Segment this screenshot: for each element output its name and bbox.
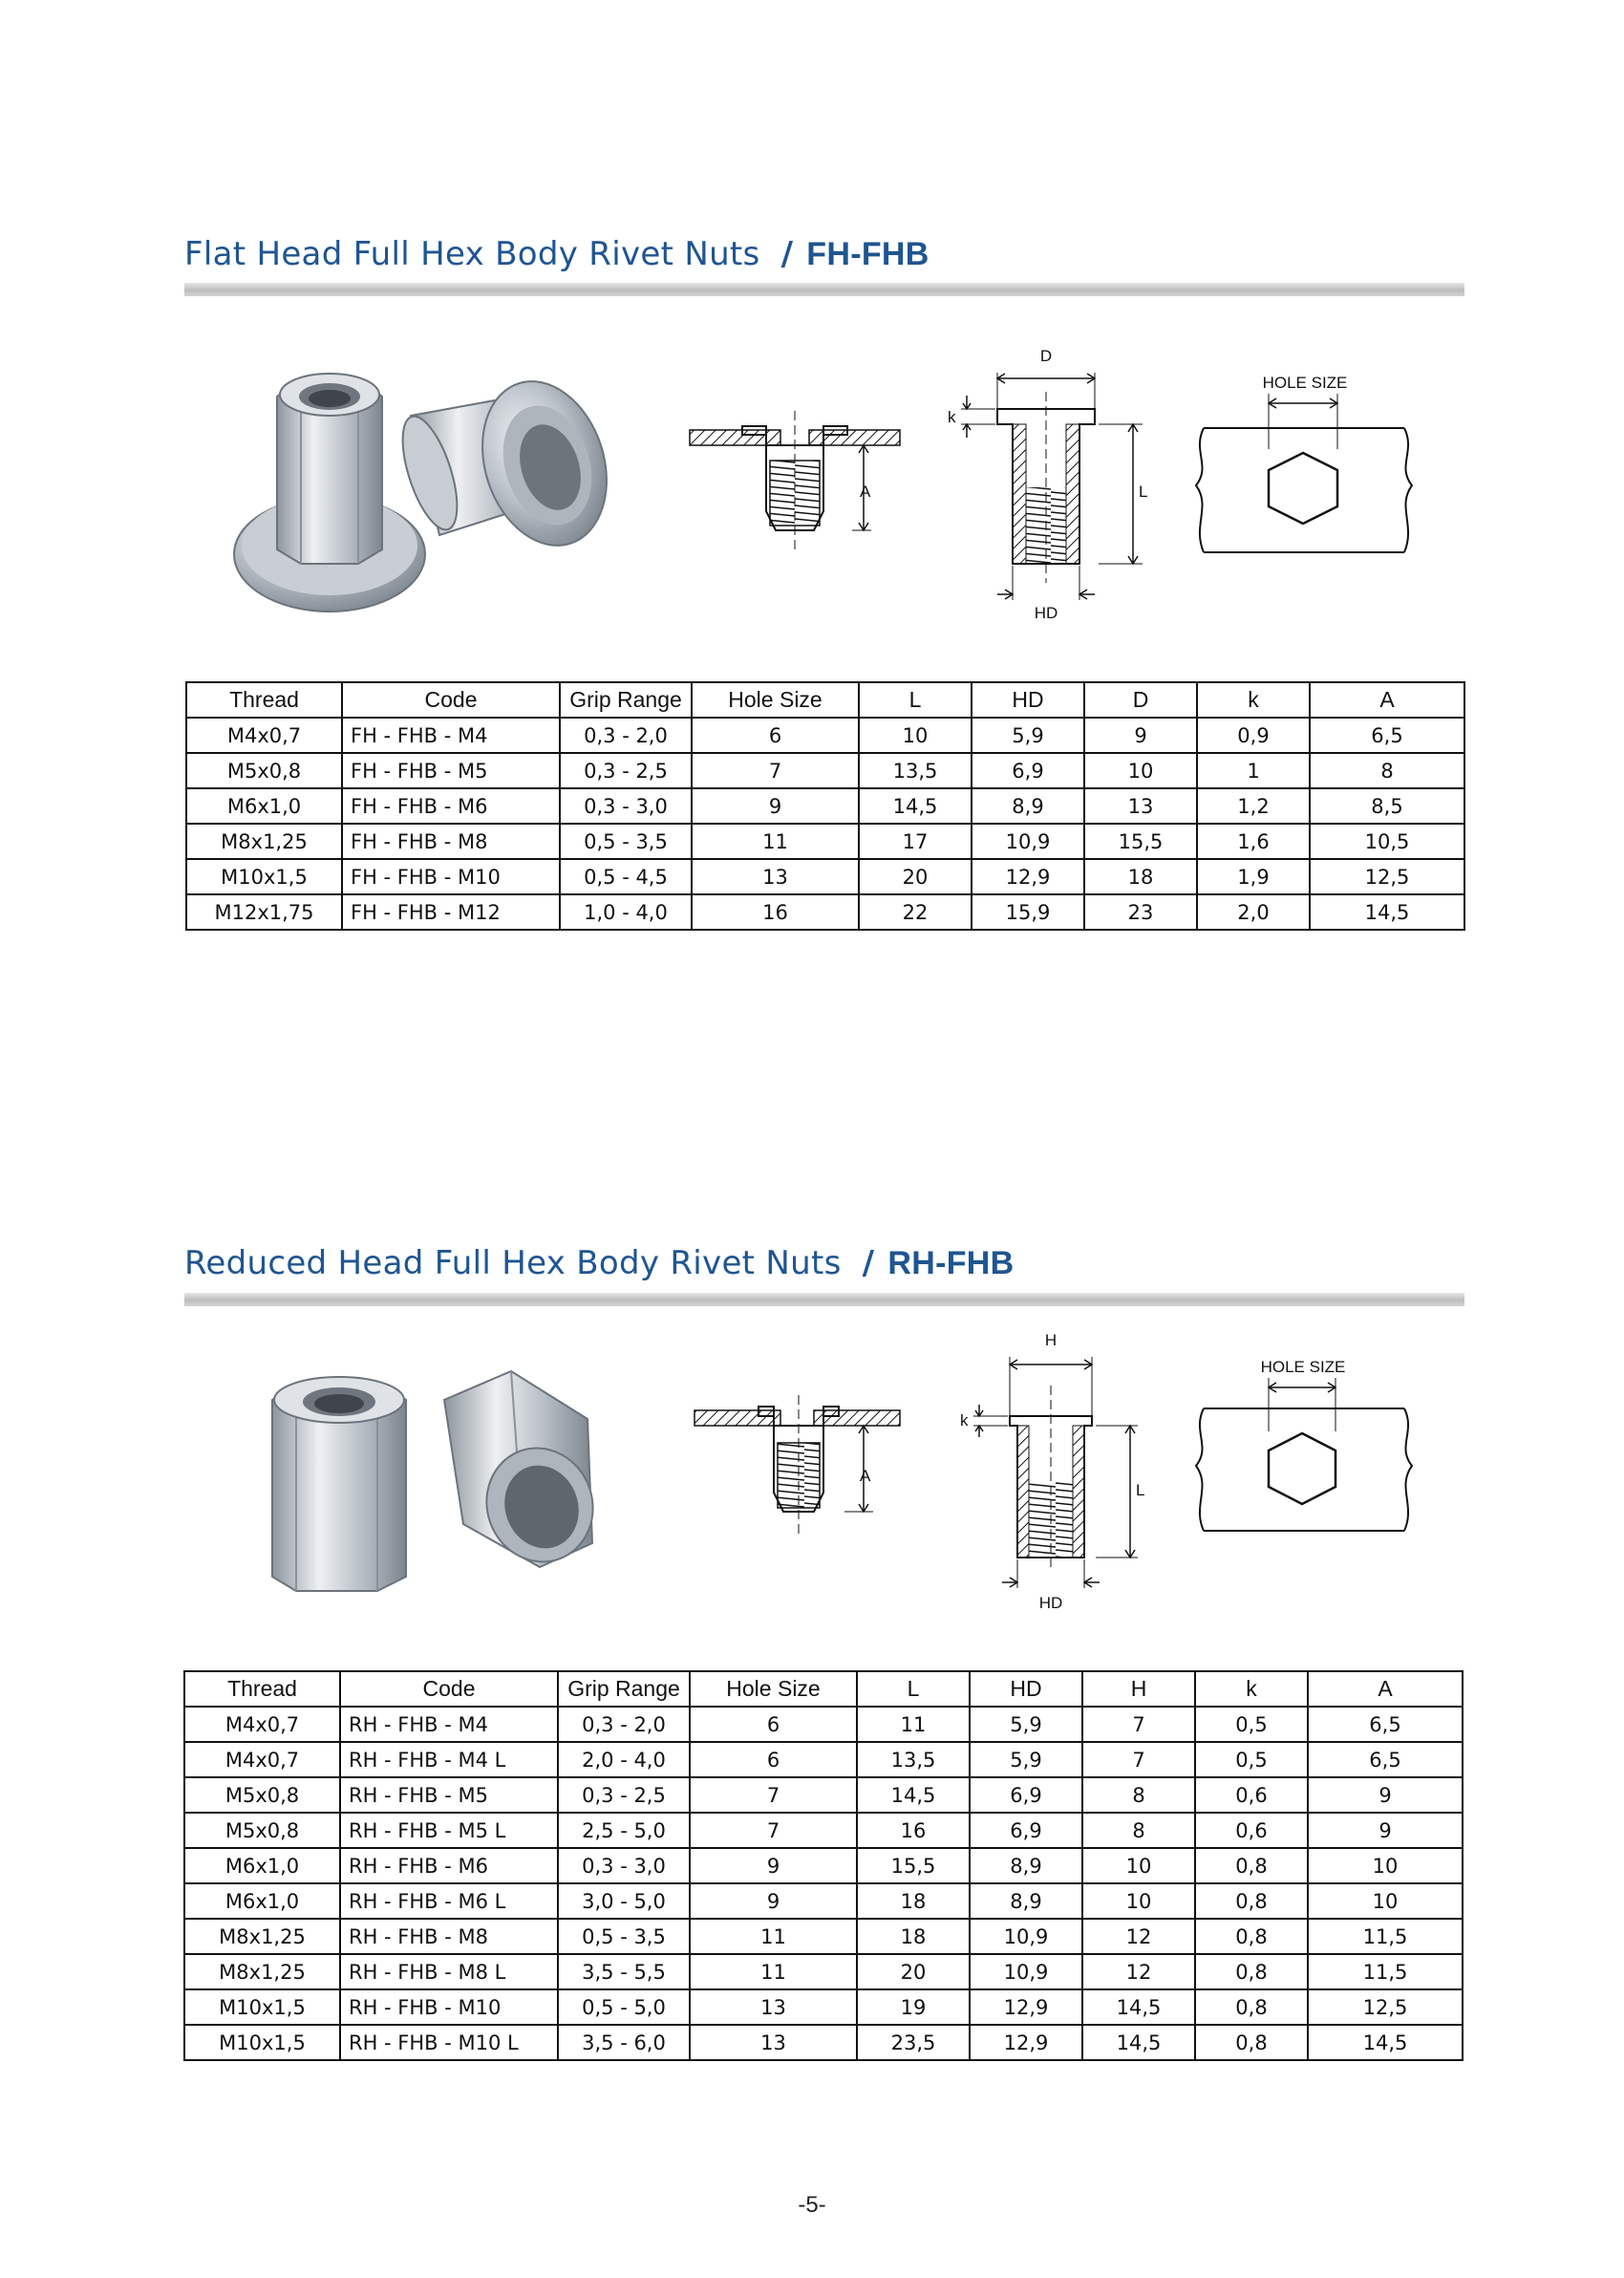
table-cell: 20 [859,859,972,894]
table-cell: 0,8 [1195,1848,1308,1883]
table-cell: 6,9 [970,1813,1082,1848]
hole-size-drawing-rh-fhb [1192,1357,1421,1548]
table-cell: 1,0 - 4,0 [560,894,692,930]
table-header-row [186,682,1464,718]
table-cell: 9 [690,1883,857,1919]
column-header: k [1195,1671,1308,1707]
table-cell: 15,5 [857,1848,970,1883]
table-cell: FH - FHB - M10 [342,859,560,894]
table-cell: 8 [1082,1813,1195,1848]
dimension-label-a: A [860,1467,871,1485]
table-cell: 14,5 [859,788,972,824]
table-cell: 10 [1308,1848,1463,1883]
table-cell: 3,0 - 5,0 [558,1883,690,1919]
table-cell: 23,5 [857,2025,970,2060]
table-cell: 7 [690,1813,857,1848]
dimension-label-l: L [1136,1481,1145,1499]
table-cell: 10 [859,718,972,753]
table-row [184,2025,1463,2060]
dimension-label-d: D [1039,347,1053,365]
table-cell: 0,3 - 2,0 [560,718,692,753]
table-cell: 6 [692,718,859,753]
table-cell: 14,5 [1310,894,1464,930]
table-cell: 8,9 [970,1883,1082,1919]
table-cell: 13,5 [857,1742,970,1777]
table-cell: RH - FHB - M5 L [340,1813,558,1848]
table-cell: 0,5 - 5,0 [558,1989,690,2025]
table-cell: 8,9 [972,788,1084,824]
table-cell: RH - FHB - M5 [340,1777,558,1813]
table-cell: 1,2 [1197,788,1310,824]
table-cell: 0,5 [1195,1742,1308,1777]
table-cell: M10x1,5 [184,2025,340,2060]
table-cell: 15,9 [972,894,1084,930]
column-header: D [1084,682,1197,718]
spec-table-rh-fhb [183,1670,1464,2061]
column-header: HD [970,1671,1082,1707]
hole-size-label: HOLE SIZE [1262,374,1348,392]
table-cell: 16 [692,894,859,930]
table-cell: 10,9 [970,1919,1082,1954]
product-photo-rh-fhb [253,1362,597,1596]
table-cell: 8,5 [1310,788,1464,824]
table-cell: 10 [1082,1848,1195,1883]
table-cell: 11,5 [1308,1954,1463,1989]
table-row [186,894,1464,930]
table-row [186,718,1464,753]
table-cell: M4x0,7 [184,1707,340,1742]
section-divider [184,1293,1464,1306]
table-cell: 12 [1082,1919,1195,1954]
column-header: L [857,1671,970,1707]
table-cell: M6x1,0 [184,1848,340,1883]
table-cell: 10 [1308,1883,1463,1919]
dimension-label-k: k [960,1411,969,1429]
table-cell: 5,9 [970,1707,1082,1742]
table-cell: 10,9 [972,824,1084,859]
column-header: L [859,682,972,718]
table-row [186,753,1464,788]
table-row [184,1919,1463,1954]
table-row [186,788,1464,824]
table-cell: 11 [690,1954,857,1989]
table-cell: 1,9 [1197,859,1310,894]
table-cell: 6,5 [1310,718,1464,753]
table-cell: 11 [857,1707,970,1742]
table-cell: 15,5 [1084,824,1197,859]
column-header: A [1310,682,1464,718]
dimension-label-h: H [1044,1331,1058,1349]
table-cell: 13 [692,859,859,894]
table-cell: 16 [857,1813,970,1848]
table-cell: FH - FHB - M12 [342,894,560,930]
table-cell: 11 [692,824,859,859]
table-cell: 6,9 [970,1777,1082,1813]
section-title-text: Reduced Head Full Hex Body Rivet Nuts [184,1244,842,1282]
table-cell: RH - FHB - M8 [340,1919,558,1954]
column-header: Code [340,1671,558,1707]
section-title-rh-fhb [184,1244,1014,1282]
table-cell: 14,5 [1082,1989,1195,2025]
table-cell: 11,5 [1308,1919,1463,1954]
table-cell: 13,5 [859,753,972,788]
table-cell: 5,9 [970,1742,1082,1777]
table-cell: RH - FHB - M4 [340,1707,558,1742]
table-cell: RH - FHB - M6 L [340,1883,558,1919]
table-cell: 0,5 [1195,1707,1308,1742]
table-row [184,1707,1463,1742]
dimension-label-a: A [860,483,871,501]
table-cell: 0,5 - 4,5 [560,859,692,894]
section-title-fh-fhb [184,235,930,273]
table-cell: 7 [1082,1707,1195,1742]
table-cell: 10,9 [970,1954,1082,1989]
table-row [184,1813,1463,1848]
table-cell: 0,3 - 2,5 [560,753,692,788]
table-cell: FH - FHB - M6 [342,788,560,824]
spec-table-fh-fhb [185,681,1465,931]
table-cell: 10,5 [1310,824,1464,859]
dimension-label-k: k [948,408,956,426]
table-cell: 14,5 [857,1777,970,1813]
table-cell: 2,0 [1197,894,1310,930]
table-cell: RH - FHB - M8 L [340,1954,558,1989]
table-cell: 12,5 [1308,1989,1463,2025]
table-cell: 2,0 - 4,0 [558,1742,690,1777]
table-cell: 17 [859,824,972,859]
section-code: FH-FHB [806,236,930,272]
table-cell: FH - FHB - M5 [342,753,560,788]
column-header: Hole Size [690,1671,857,1707]
table-cell: RH - FHB - M6 [340,1848,558,1883]
table-cell: M5x0,8 [184,1813,340,1848]
table-cell: 19 [857,1989,970,2025]
table-cell: 0,8 [1195,2025,1308,2060]
table-cell: 0,6 [1195,1777,1308,1813]
section-code: RH-FHB [887,1245,1015,1281]
table-cell: M5x0,8 [186,753,342,788]
table-cell: 14,5 [1082,2025,1195,2060]
column-header: Thread [186,682,342,718]
title-slash: / [780,235,794,273]
table-cell: M8x1,25 [184,1954,340,1989]
table-cell: 0,3 - 2,5 [558,1777,690,1813]
table-cell: 8,9 [970,1848,1082,1883]
table-cell: 9 [1084,718,1197,753]
hole-size-label: HOLE SIZE [1260,1358,1346,1376]
table-cell: 7 [1082,1742,1195,1777]
table-cell: 23 [1084,894,1197,930]
table-cell: 0,8 [1195,1954,1308,1989]
dimension-label-hd: HD [1038,1594,1063,1612]
table-cell: 3,5 - 6,0 [558,2025,690,2060]
table-row [184,1742,1463,1777]
table-cell: 9 [690,1848,857,1883]
table-cell: 0,8 [1195,1989,1308,2025]
column-header: Grip Range [560,682,692,718]
table-cell: M4x0,7 [184,1742,340,1777]
table-row [184,1989,1463,2025]
table-cell: 3,5 - 5,5 [558,1954,690,1989]
table-cell: 12,5 [1310,859,1464,894]
table-cell: 10 [1082,1883,1195,1919]
table-cell: 0,5 - 3,5 [560,824,692,859]
table-cell: 12 [1082,1954,1195,1989]
table-row [184,1883,1463,1919]
table-cell: FH - FHB - M4 [342,718,560,753]
table-cell: M6x1,0 [184,1883,340,1919]
table-cell: 9 [692,788,859,824]
table-cell: 1 [1197,753,1310,788]
table-cell: 13 [690,1989,857,2025]
table-cell: 18 [1084,859,1197,894]
table-row [186,859,1464,894]
table-cell: 5,9 [972,718,1084,753]
table-cell: 12,9 [970,1989,1082,2025]
table-cell: RH - FHB - M4 L [340,1742,558,1777]
column-header: H [1082,1671,1195,1707]
hole-size-drawing-fh-fhb [1194,373,1423,564]
table-cell: M10x1,5 [186,859,342,894]
dimension-drawing-rh-fhb [941,1328,1161,1615]
table-cell: 9 [1308,1777,1463,1813]
table-cell: 6,9 [972,753,1084,788]
column-header: k [1197,682,1310,718]
dimension-label-l: L [1139,483,1148,501]
table-row [186,824,1464,859]
table-cell: 18 [857,1919,970,1954]
table-cell: 0,3 - 2,0 [558,1707,690,1742]
table-cell: 8 [1310,753,1464,788]
installed-section-drawing [680,411,909,564]
table-cell: 0,6 [1195,1813,1308,1848]
table-cell: M4x0,7 [186,718,342,753]
table-cell: 0,3 - 3,0 [560,788,692,824]
table-cell: 1,6 [1197,824,1310,859]
table-cell: 0,8 [1195,1919,1308,1954]
table-cell: 0,8 [1195,1883,1308,1919]
dimension-drawing-fh-fhb [936,344,1165,621]
table-cell: 13 [1084,788,1197,824]
table-cell: 0,3 - 3,0 [558,1848,690,1883]
product-photo-fh-fhb [229,358,630,626]
table-cell: 10 [1084,753,1197,788]
table-cell: 7 [692,753,859,788]
page-number: -5- [798,2192,826,2218]
column-header: Hole Size [692,682,859,718]
section-divider [184,283,1464,296]
table-cell: FH - FHB - M8 [342,824,560,859]
table-cell: M8x1,25 [186,824,342,859]
table-cell: 18 [857,1883,970,1919]
table-body [186,718,1464,930]
table-cell: M10x1,5 [184,1989,340,2025]
table-row [184,1848,1463,1883]
column-header: A [1308,1671,1463,1707]
table-cell: RH - FHB - M10 [340,1989,558,2025]
table-row [184,1777,1463,1813]
table-cell: 7 [690,1777,857,1813]
table-cell: 6,5 [1308,1707,1463,1742]
table-cell: 14,5 [1308,2025,1463,2060]
table-cell: 6,5 [1308,1742,1463,1777]
column-header: Thread [184,1671,340,1707]
section-title-text: Flat Head Full Hex Body Rivet Nuts [184,235,760,273]
table-row [184,1954,1463,1989]
column-header: Code [342,682,560,718]
table-cell: 0,9 [1197,718,1310,753]
table-cell: 12,9 [972,859,1084,894]
table-cell: M12x1,75 [186,894,342,930]
table-cell: M8x1,25 [184,1919,340,1954]
table-cell: M6x1,0 [186,788,342,824]
installed-section-drawing [690,1395,909,1538]
table-body [184,1707,1463,2060]
table-cell: M5x0,8 [184,1777,340,1813]
table-cell: 8 [1082,1777,1195,1813]
table-cell: 13 [690,2025,857,2060]
table-cell: 0,5 - 3,5 [558,1919,690,1954]
table-cell: 9 [1308,1813,1463,1848]
dimension-label-hd: HD [1034,604,1058,621]
table-header-row [184,1671,1463,1707]
table-cell: 11 [690,1919,857,1954]
column-header: Grip Range [558,1671,690,1707]
table-cell: 6 [690,1742,857,1777]
table-cell: 22 [859,894,972,930]
table-cell: 12,9 [970,2025,1082,2060]
column-header: HD [972,682,1084,718]
table-cell: 20 [857,1954,970,1989]
table-cell: 6 [690,1707,857,1742]
title-slash: / [862,1244,875,1282]
table-cell: 2,5 - 5,0 [558,1813,690,1848]
table-cell: RH - FHB - M10 L [340,2025,558,2060]
